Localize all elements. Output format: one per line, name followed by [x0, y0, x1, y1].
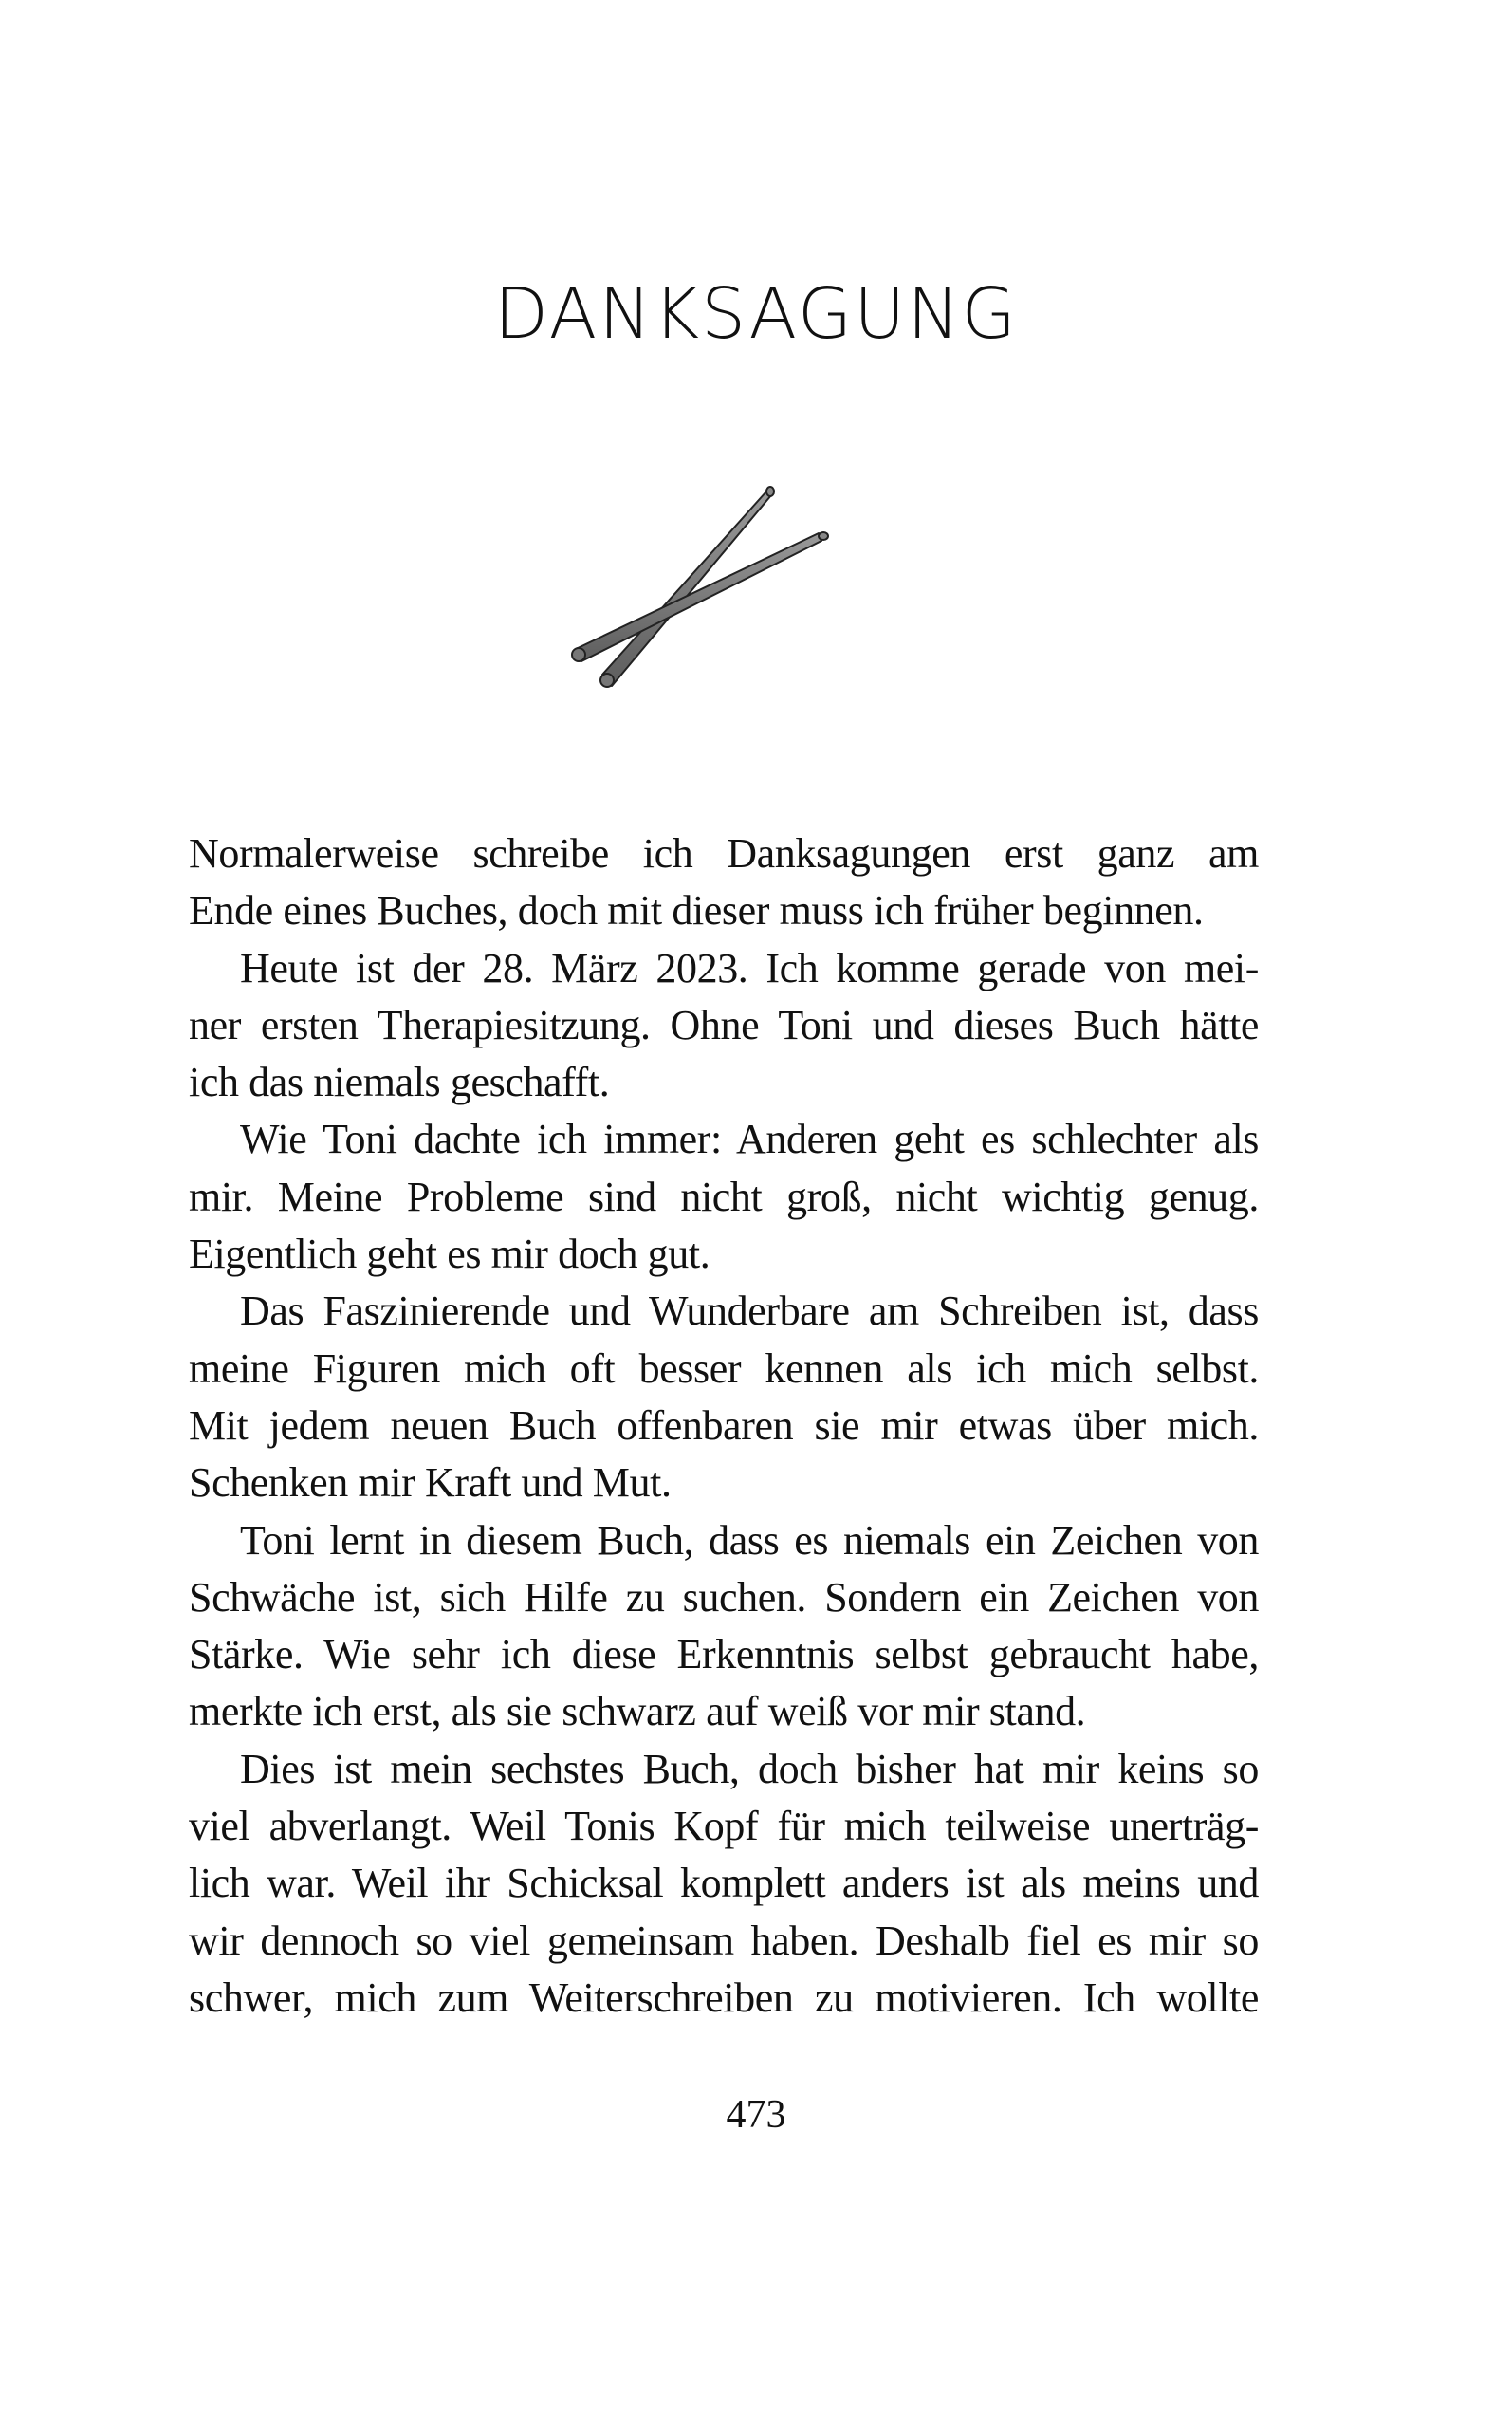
- text-line: Das Faszinierende und Wunderbare am Schreiben ist, dass: [240, 1288, 1259, 1335]
- text-line: Schwäche ist, sich Hilfe zu suchen. Sondern ein Zeichen von: [189, 1573, 1259, 1621]
- text-line: Eigentlich geht es mir doch gut.: [189, 1231, 710, 1278]
- page-number: 473: [726, 2093, 786, 2137]
- text-line: Wie Toni dachte ich immer: Anderen geht es schlechter als: [240, 1116, 1259, 1163]
- drumstick-back: [600, 487, 774, 687]
- chapter-title: DANKSAGUNG: [493, 273, 1019, 355]
- text-line: Toni lernt in diesem Buch, dass es niemals ein Zeichen von: [240, 1516, 1259, 1564]
- text-line: lich war. Weil ihr Schicksal komplett anders ist als meins und: [189, 1860, 1259, 1907]
- text-line: ner ersten Therapiesitzung. Ohne Toni und dieses Buch hätte: [189, 1001, 1259, 1048]
- text-line: meine Figuren mich oft besser kennen als ich mich selbst.: [189, 1344, 1259, 1392]
- text-line: schwer, mich zum Weiterschreiben zu motivieren. Ich wollte: [189, 1974, 1259, 2021]
- text-line: ich das niemals geschafft.: [189, 1059, 610, 1106]
- text-line: Ende eines Buches, doch mit dieser muss ich früher beginnen.: [189, 887, 1204, 935]
- text-line: merkte ich erst, als sie schwarz auf weiß vor mir stand.: [189, 1688, 1086, 1735]
- text-line: Mit jedem neuen Buch offenbaren sie mir etwas über mich.: [189, 1401, 1259, 1449]
- text-line: mir. Meine Probleme sind nicht groß, nicht wichtig genug.: [189, 1173, 1259, 1220]
- text-line: viel abverlangt. Weil Tonis Kopf für mich teilweise unerträg-: [189, 1803, 1259, 1850]
- drumstick-front: [572, 532, 828, 661]
- text-line: Heute ist der 28. März 2023. Ich komme gerade von mei-: [240, 944, 1259, 991]
- text-line: Schenken mir Kraft und Mut.: [189, 1459, 672, 1507]
- body-text: [189, 825, 1259, 2027]
- text-line: wir dennoch so viel gemeinsam haben. Deshalb fiel es mir so: [189, 1917, 1259, 1964]
- text-line: Stärke. Wie sehr ich diese Erkenntnis selbst gebraucht habe,: [189, 1631, 1259, 1678]
- text-line: Normalerweise schreibe ich Danksagungen erst ganz am: [189, 830, 1259, 877]
- drumsticks-icon: [560, 474, 844, 693]
- text-line: Dies ist mein sechstes Buch, doch bisher hat mir keins so: [240, 1745, 1259, 1792]
